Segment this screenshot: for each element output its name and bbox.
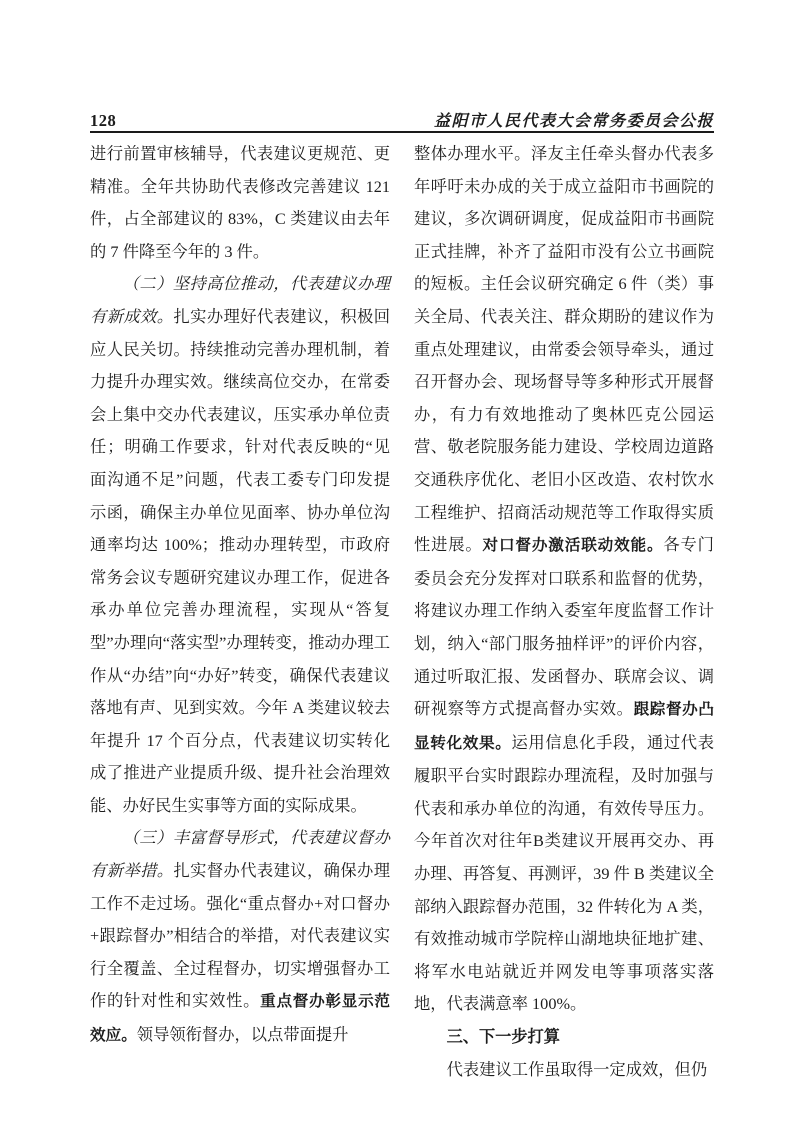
text-segment-normal: 整体办理水平。泽友主任牵头督办代表多年呼吁未办成的关于成立益阳市书画院的建议，多次调研调度，促成益阳市书画院正式挂牌，补齐了益阳市没有公立书画院的短板。主任会议研究确定 6 件（类）事关全局、代表关注、群众期盼的建议作为重点处理建议，由常委会领导牵头，通过召开督办会、现场督导等多种形式开展督办，有力有效地推动了奥林匹克公园运营、敬老院服务能力建设、学校周边道路交通秩序优化、老旧小区改造、农村饮水工程维护、招商活动规范等工作取得实质性进展。 — [414, 144, 714, 555]
text-segment-bold: 重点督办彰显示范效应。 — [90, 993, 390, 1045]
content-columns — [90, 138, 714, 1086]
text-segment-normal: 扎实办理好代表建议，积极回应人民关切。持续推动完善办理机制，着力提升办理实效。继续高位交办，在常委会上集中交办代表建议，压实承办单位责任；明确工作要求，针对代表反映的“见面沟通不足”问题，代表工委专门印发提示函，确保主办单位见面率、协办单位沟通率均达 100%；推动办理转型，市政府常务会议专题研究建议办理工作，促进各承办单位完善办理流程，实现从“答复型”办理向“落实型”办理转变，推动办理工作从“办结”向“办好”转变，确保代表建议落地有声、见到实效。今年 A 类建议较去年提升 17 个百分点，代表建议切实转化成了推进产业提质升级、提升社会治理效能、办好民生实事等方面的实际成果。 — [90, 306, 390, 815]
text-segment-normal: 代表建议工作虽取得一定成效，但仍 — [446, 1059, 708, 1079]
right-column — [414, 138, 714, 1086]
text-segment-bold: 对口督办激活联动效能。 — [482, 537, 664, 555]
text-segment-kai: （三）丰富督导形式，代表建议督办有新举措。 — [90, 828, 390, 881]
paragraph — [90, 268, 390, 822]
text-segment-kai: （二）坚持高位推动，代表建议办理有新成效。 — [90, 274, 390, 326]
paragraph — [414, 1021, 714, 1054]
text-segment-normal: 扎实督办代表建议，确保办理工作不走过场。强化“重点督办+对口督办+跟踪督办”相结合的举措，对代表建议实行全覆盖、全过程督办，切实增强督办工作的针对性和实效性。 — [90, 861, 390, 1011]
text-segment-normal: 进行前置审核辅导，代表建议更规范、更精准。全年共协助代表修改完善建议 121 件，占全部建议的 83%，C 类建议由去年的 7 件降至今年的 3 件。 — [90, 144, 390, 261]
text-segment-normal: 领导领衔督办，以点带面提升 — [136, 1025, 349, 1045]
page-number: 128 — [90, 111, 117, 130]
page-header — [90, 108, 714, 131]
paragraph — [90, 822, 390, 1052]
text-segment-normal: 运用信息化手段，通过代表履职平台实时跟踪办理流程，及时加强与代表和承办单位的沟通，有效传导压力。今年首次对往年B类建议开展再交办、再办理、再答复、再测评，39 件 B 类建议全部纳入跟踪督办范围，32 件转化为 A 类，有效推动城市学院梓山湖地块征地扩建、将军水电站就近并网发电等事项落实落地，代表满意率 100%。 — [414, 732, 714, 1014]
text-segment-bold: 跟踪督办凸显转化效果。 — [414, 701, 714, 752]
paragraph — [414, 138, 714, 1021]
header-rule — [90, 131, 714, 133]
paragraph — [90, 138, 390, 268]
publication-title: 益阳市人民代表大会常务委员会公报 — [433, 113, 714, 130]
text-segment-normal: 各专门委员会充分发挥对口联系和监督的优势，将建议办理工作纳入委室年度监督工作计划，纳入“部门服务抽样评”的评价内容，通过听取汇报、发函督办、联席会议、调研视察等方式提高督办实效。 — [414, 535, 714, 719]
paragraph — [414, 1054, 714, 1087]
left-column — [90, 138, 390, 1086]
text-segment-heading: 三、下一步打算 — [446, 1028, 560, 1047]
